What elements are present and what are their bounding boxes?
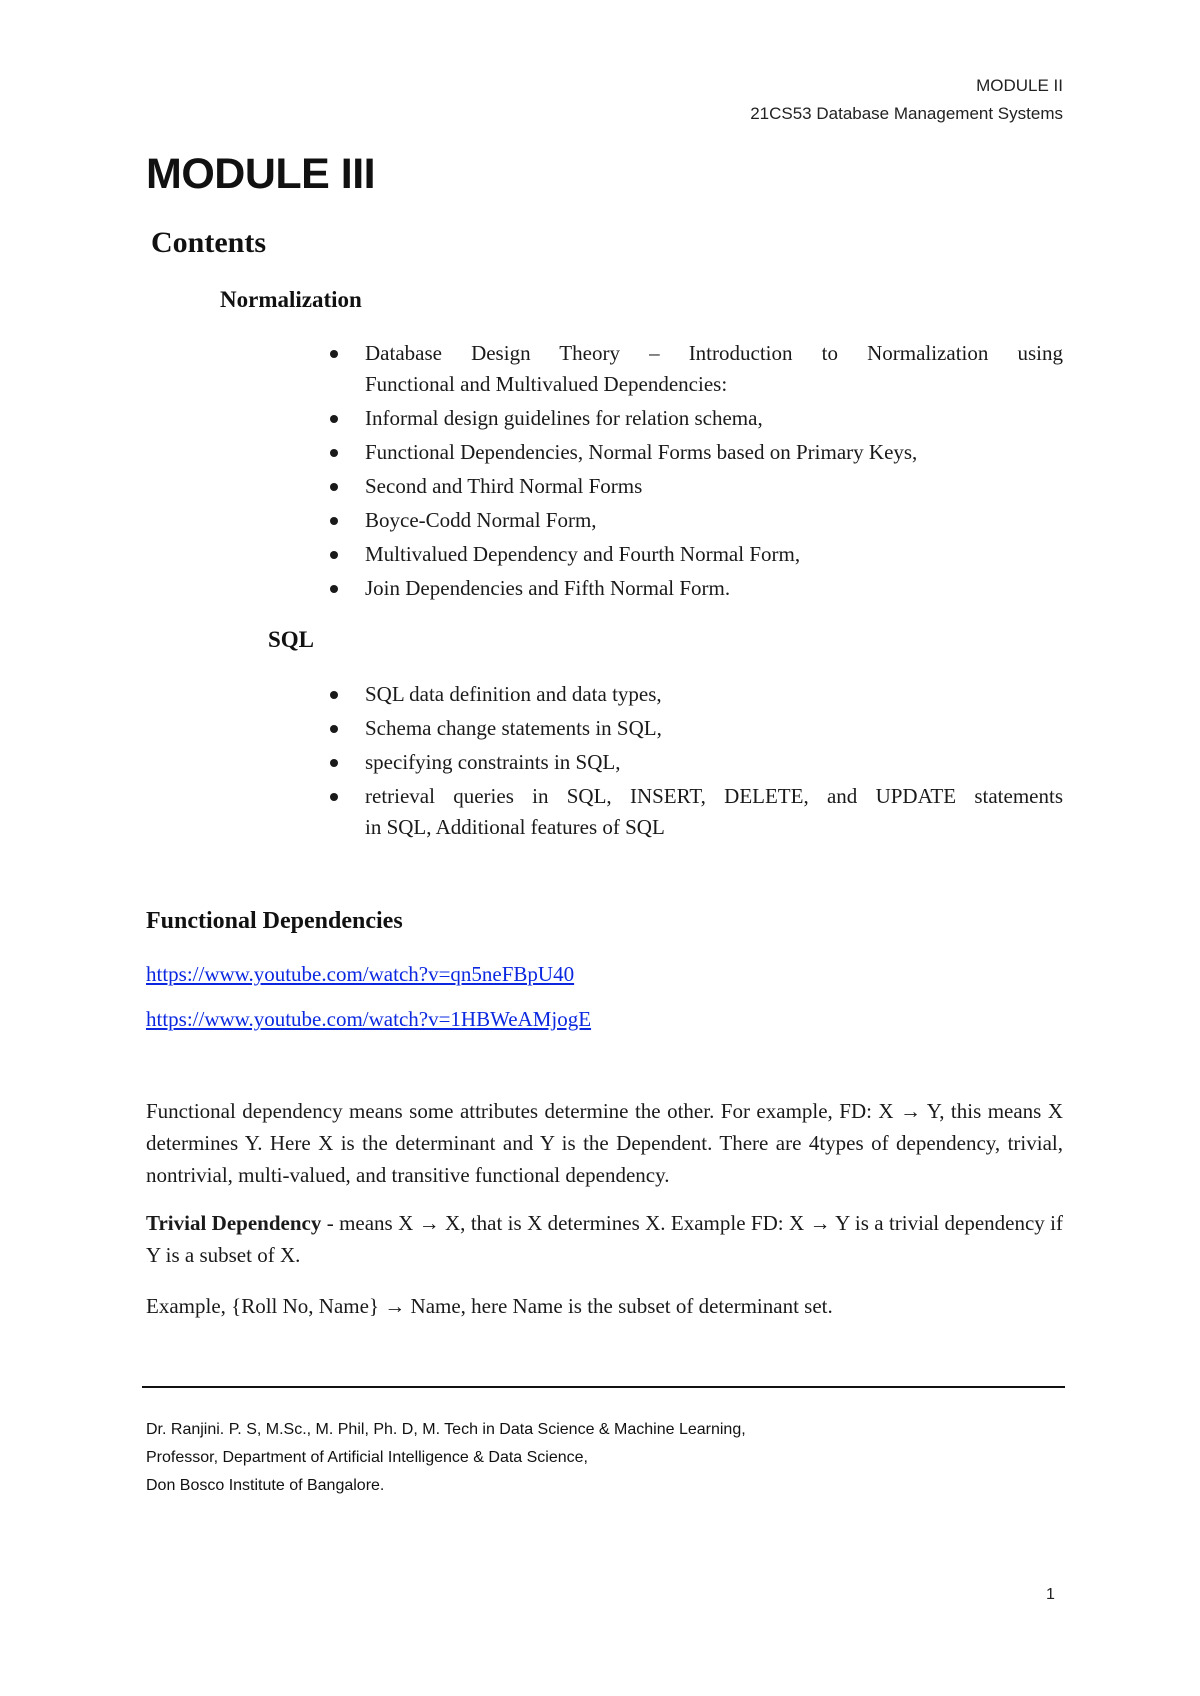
list-item-text: in SQL, Additional features of SQL [365,815,665,839]
bullet-icon [330,793,338,801]
list-item-text: Database Design Theory – Introduction to Normalization using [365,341,1063,365]
bullet-icon [330,350,338,358]
trivial-dependency-term: Trivial Dependency [146,1211,322,1235]
bullet-icon [330,483,338,491]
list-item-text: Second and Third Normal Forms [365,474,643,498]
list-item-text: Informal design guidelines for relation schema, [365,406,763,430]
contents-heading: Contents [151,226,267,259]
footer-department: Professor, Department of Artificial Intelligence & Data Science, [146,1449,588,1466]
list-item [365,338,1063,369]
footer-author: Dr. Ranjini. P. S, M.Sc., M. Phil, Ph. D, M. Tech in Data Science & Machine Learning, [146,1421,746,1438]
list-item-text: Multivalued Dependency and Fourth Normal Form, [365,542,801,566]
module-title: MODULE III [146,150,376,198]
page-footer [146,1416,746,1500]
page-header [750,72,1063,128]
list-item-text: Schema change statements in SQL, [365,716,662,740]
bullet-icon [330,517,338,525]
list-item [365,781,1063,812]
footer-divider [142,1386,1065,1388]
list-item [365,471,1063,502]
list-item-text: Functional and Multivalued Dependencies: [365,372,728,396]
list-item-text: Functional Dependencies, Normal Forms based on Primary Keys, [365,440,918,464]
bullet-icon [330,551,338,559]
normalization-heading: Normalization [220,287,362,312]
list-item-text: Join Dependencies and Fifth Normal Form. [365,576,731,600]
page-number: 1 [1046,1586,1055,1603]
fd-intro-paragraph: Functional dependency means some attributes determine the other. For example, FD: X → Y, this means X determines Y. Here X is the determinant and Y is the Dependent. There are 4types of dependency, trivial, nontrivial, multi-valued, and transitive functional dependency. [146,1099,1063,1187]
list-item-text: SQL data definition and data types, [365,682,662,706]
list-item [365,403,1063,434]
list-item [365,747,1063,778]
example-paragraph: Example, {Roll No, Name} → Name, here Name is the subset of determinant set. [146,1294,833,1318]
bullet-icon [330,415,338,423]
footer-institute: Don Bosco Institute of Bangalore. [146,1477,385,1494]
bullet-icon [330,725,338,733]
list-item-continuation [365,812,1063,843]
youtube-link-2[interactable]: https://www.youtube.com/watch?v=1HBWeAMjogE [146,1007,592,1031]
list-item-continuation [365,369,1063,400]
trivial-dependency-paragraph [146,1207,1063,1271]
list-item [365,713,1063,744]
header-module: MODULE II [976,76,1063,95]
trivial-dependency-text: - means X → X, that is X determines X. Example FD: X → Y is a trivial dependency if Y is a subset of X. [146,1211,1063,1267]
bullet-icon [330,449,338,457]
header-course: 21CS53 Database Management Systems [750,104,1063,123]
bullet-icon [330,759,338,767]
list-item-text: Boyce-Codd Normal Form, [365,508,597,532]
functional-dependencies-heading: Functional Dependencies [146,908,403,934]
youtube-link-1[interactable]: https://www.youtube.com/watch?v=qn5neFBpU40 [146,962,575,986]
list-item-text: retrieval queries in SQL, INSERT, DELETE, and UPDATE statements [365,784,1063,808]
list-item [365,505,1063,536]
bullet-icon [330,585,338,593]
list-item-text: specifying constraints in SQL, [365,750,621,774]
sql-heading: SQL [268,627,315,652]
list-item [365,437,1063,468]
bullet-icon [330,691,338,699]
list-item [365,679,1063,710]
list-item [365,539,1063,570]
list-item [365,573,1063,604]
